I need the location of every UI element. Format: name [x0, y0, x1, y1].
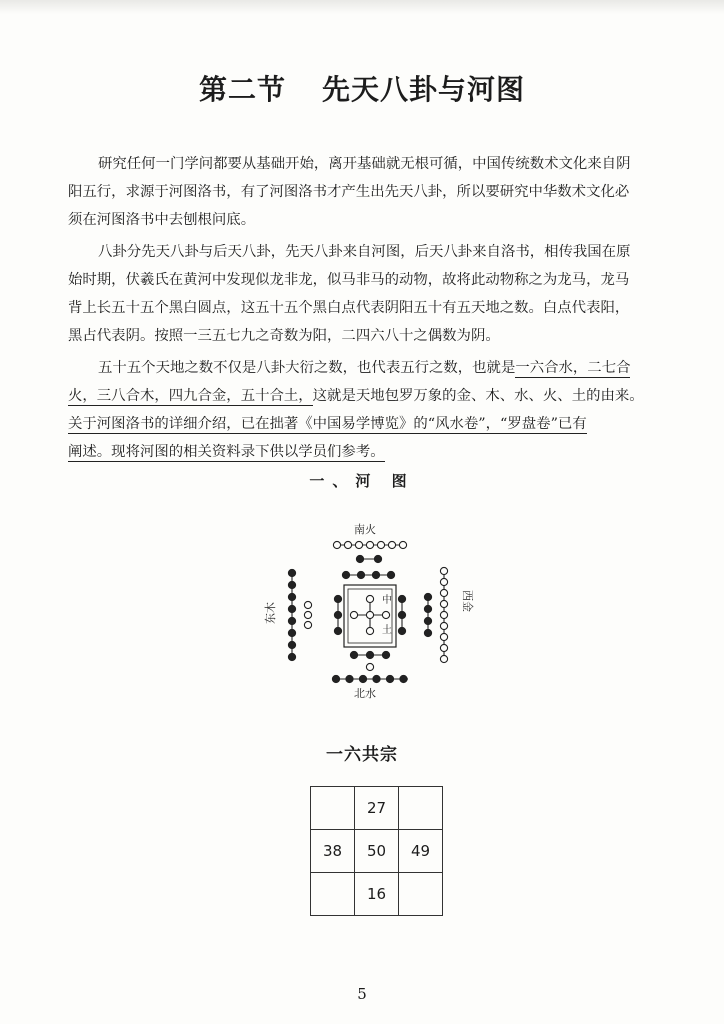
hetu-dot-south-white [333, 541, 340, 548]
hetu-dot-center-right-black [398, 611, 405, 618]
scan-edge [0, 0, 724, 14]
hetu-dot-north-black [373, 675, 380, 682]
hetu-heading: 一、河 图 [309, 472, 415, 490]
hetu-dot-north-black [400, 675, 407, 682]
hetu-dot-center-left-black [334, 595, 341, 602]
hetu-dot-east-black [288, 581, 295, 588]
plain-text: 这就是天地包罗万象的金、木、水、火、土的由来。 [312, 388, 644, 404]
underlined-text: 关于河图洛书的详细介绍，已在拙著《中国易学博览》的“风水卷”，“罗盘卷”已有 [68, 416, 587, 432]
hetu-dot-south-white [344, 541, 351, 548]
grid-cell [399, 787, 443, 830]
hetu-dot-south-white [366, 541, 373, 548]
west-label: 西金 [461, 590, 474, 612]
text-line [68, 382, 662, 410]
underlined-text: 火，三八合木，四九合金，五十合土， [68, 388, 313, 404]
hetu-dot-center-bottom-black [382, 651, 389, 658]
text-line: 八卦分先天八卦与后天八卦，先天八卦来自河图，后天八卦来自洛书，相传我国在原 [98, 244, 631, 260]
hetu-dot-east-black [288, 641, 295, 648]
hetu-dot-center [366, 611, 373, 618]
hetu-dot-east-black [288, 653, 295, 660]
hetu-dot-center-left-black [334, 611, 341, 618]
hetu-dot-east-black [288, 605, 295, 612]
text-line [68, 438, 662, 466]
grid-cell [311, 873, 355, 916]
hetu-dot-south-white [399, 541, 406, 548]
north-label: 北水 [354, 687, 376, 700]
hetu-dot-south-white [388, 541, 395, 548]
section-number: 第二节 [198, 73, 286, 106]
grid-cell: 38 [311, 830, 355, 873]
hetu-dot-center [382, 611, 389, 618]
underlined-text: 阐述。现将河图的相关资料录下供以学员们参考。 [68, 444, 385, 460]
hetu-dot-south-white [355, 541, 362, 548]
hetu-dot-west-white [440, 600, 447, 607]
hetu-dot-center-right-black [398, 595, 405, 602]
hetu-dot-center-top-black [342, 571, 349, 578]
hetu-dot-east-white [304, 611, 311, 618]
text-line [68, 354, 662, 382]
hetu-dot-west-black [424, 617, 431, 624]
hetu-dot-center-left-black [334, 627, 341, 634]
hetu-dot-east-black [288, 569, 295, 576]
text-line: 研究任何一门学问都要从基础开始，离开基础就无根可循，中国传统数术文化来自阴 [98, 156, 631, 172]
hetu-dot-west-black [424, 629, 431, 636]
hetu-dot-west-white [440, 611, 447, 618]
hetu-dot-west-white [440, 633, 447, 640]
paragraph-1 [68, 150, 662, 234]
hetu-dot-center-bottom-black [366, 651, 373, 658]
grid-cell: 50 [355, 830, 399, 873]
hetu-dot-north-black [346, 675, 353, 682]
text-line [68, 410, 662, 438]
hetu-dot-north-black [332, 675, 339, 682]
underlined-text: 一六合水，二七合 [515, 360, 631, 376]
center-top-label: 中 [382, 595, 392, 606]
hetu-dot-center-top-black [387, 571, 394, 578]
paragraph-2 [68, 238, 662, 350]
text-line: 须在河图洛书中去刨根问底。 [68, 212, 256, 228]
hetu-dot-center-top-black [357, 571, 364, 578]
page-title [0, 68, 724, 108]
page-number: 5 [357, 985, 367, 1003]
hetu-dot-south-black [356, 555, 363, 562]
section-name: 先天八卦与河图 [322, 73, 526, 106]
hetu-dot-west-white [440, 578, 447, 585]
hetu-dot-west-white [440, 589, 447, 596]
hetu-dot-center [366, 595, 373, 602]
hetu-diagram [240, 505, 490, 705]
grid-cell: 49 [399, 830, 443, 873]
hetu-dot-west-black [424, 593, 431, 600]
text-line: 背上长五十五个黑白圆点，这五十五个黑白点代表阴阳五十有五天地之数。白点代表阳， [68, 300, 630, 316]
grid-cell [311, 787, 355, 830]
hetu-dot-center [350, 611, 357, 618]
hetu-dot-east-black [288, 629, 295, 636]
hetu-dot-east-white [304, 621, 311, 628]
grid-heading: 一六共宗 [326, 745, 398, 765]
south-label: 南火 [354, 523, 376, 536]
center-bottom-label: 土 [382, 625, 392, 636]
text-line: 始时期，伏羲氏在黄河中发现似龙非龙，似马非马的动物，故将此动物称之为龙马，龙马 [68, 272, 630, 288]
grid-cell: 16 [355, 873, 399, 916]
hetu-dot-west-white [440, 655, 447, 662]
hetu-dot-west-white [440, 567, 447, 574]
hetu-dot-south-black [374, 555, 381, 562]
hetu-dot-west-white [440, 622, 447, 629]
hetu-dot-east-black [288, 593, 295, 600]
hetu-dot-east-white [304, 601, 311, 608]
hetu-dot-center-top-black [372, 571, 379, 578]
text-line: 黑占代表阴。按照一三五七九之奇数为阳，二四六八十之偶数为阴。 [68, 328, 500, 344]
hetu-dot-north-black [386, 675, 393, 682]
hetu-dot-center-bottom-black [350, 651, 357, 658]
hetu-dot-center [366, 627, 373, 634]
hetu-dot-center-right-black [398, 627, 405, 634]
grid-cell: 27 [355, 787, 399, 830]
hetu-dot-north-black [359, 675, 366, 682]
plain-text: 五十五个天地之数不仅是八卦大衍之数，也代表五行之数，也就是 [98, 360, 516, 376]
text-line: 阳五行，求源于河图洛书，有了河图洛书才产生出先天八卦，所以要研究中华数术文化必 [68, 184, 630, 200]
hetu-dot-west-black [424, 605, 431, 612]
grid-cell [399, 873, 443, 916]
hetu-dot-west-white [440, 644, 447, 651]
hetu-dot-south-white [377, 541, 384, 548]
hetu-dot-east-black [288, 617, 295, 624]
number-grid [310, 786, 443, 916]
east-label: 东木 [264, 602, 277, 624]
paragraph-3 [68, 354, 662, 466]
hetu-dot-north-white [366, 663, 373, 670]
